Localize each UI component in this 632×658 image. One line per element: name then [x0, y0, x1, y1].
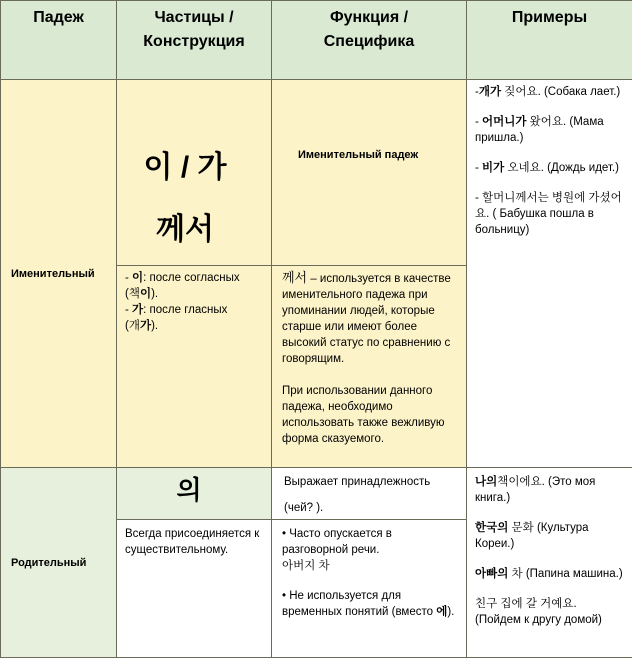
nominative-rule-consonant: - 이: после согласных (책이).	[125, 270, 263, 302]
genitive-example-2: 한국의 문화 (Культура Кореи.)	[475, 520, 624, 552]
genitive-function-cell	[272, 468, 467, 520]
genitive-particle-cell	[117, 468, 272, 520]
nominative-example-4: - 할머니께서는 병원에 가셨어요. ( Бабушка пошла в больницу)	[475, 190, 624, 238]
genitive-note-1: • Часто опускается в разговорной речи.	[282, 526, 456, 558]
genitive-note-1-example: 아버지 차	[282, 558, 456, 574]
genitive-particle-note-cell	[117, 520, 272, 658]
nominative-honorific-note: При использовании данного падежа, необходимо использовать также вежливую форма сказуемого.	[282, 383, 456, 447]
nominative-example-2: - 어머니가 왔어요. (Мама пришла.)	[475, 114, 624, 146]
nominative-particle-rules-cell	[117, 266, 272, 468]
nominative-examples-cell	[467, 80, 632, 468]
header-particles: Частицы / Конструкция	[117, 1, 272, 80]
genitive-notes-cell	[272, 520, 467, 658]
nominative-honorific-desc: 께서 – используется в качестве именительного падежа при упоминании людей, которые старше или имеют более высокий статус по сравнению с говорящим.	[282, 270, 456, 367]
nominative-rule-vowel: - 가: после гласных (개가).	[125, 302, 263, 334]
nominative-particle-main: 이 / 가	[117, 80, 271, 186]
genitive-particle-main: 의	[117, 468, 271, 507]
genitive-example-3: 아빠의 차 (Папина машина.)	[475, 566, 624, 582]
nominative-example-1: -개가 짖어요. (Собака лает.)	[475, 84, 624, 100]
genitive-particle-note: Всегда присоединяется к существительному.	[125, 526, 263, 558]
header-function: Функция / Специфика	[272, 1, 467, 80]
header-case: Падеж	[1, 1, 117, 80]
nominative-particle-cell	[117, 80, 272, 266]
nominative-function-title-cell	[272, 80, 467, 266]
nominative-function-title: Именительный падеж	[272, 80, 466, 161]
genitive-function-title: Выражает принадлежность	[284, 474, 454, 490]
genitive-example-1: 나의책이에요. (Это моя книга.)	[475, 474, 624, 506]
genitive-case-label: Родительный	[11, 557, 86, 569]
genitive-case-cell	[1, 468, 117, 658]
nominative-example-3: - 비가 오네요. (Дождь идет.)	[475, 160, 624, 176]
genitive-examples-cell	[467, 468, 632, 658]
genitive-example-4: 친구 집에 갈 거예요. (Пойдем к другу домой)	[475, 596, 624, 628]
genitive-note-2: • Не используется для временных понятий (вместо 에).	[282, 588, 456, 620]
nominative-honorific-desc-cell	[272, 266, 467, 468]
header-examples: Примеры	[467, 1, 632, 80]
nominative-case-label: Именительный	[11, 268, 95, 280]
nominative-particle-honorific: 께서	[117, 186, 271, 248]
genitive-function-question: (чей? ).	[284, 500, 454, 516]
nominative-case-cell	[1, 80, 117, 468]
